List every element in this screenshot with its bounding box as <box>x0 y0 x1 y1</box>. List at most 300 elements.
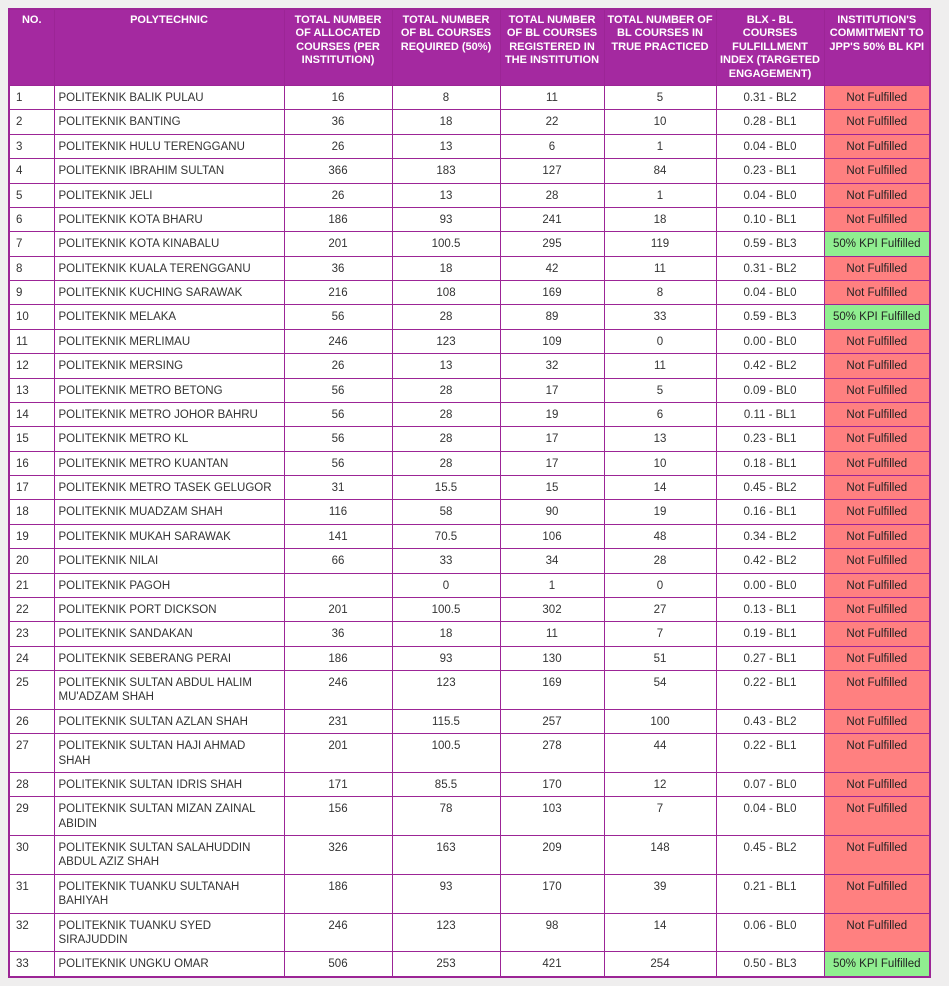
table-row <box>9 207 930 231</box>
cell-no: 31 <box>9 874 54 913</box>
table-row <box>9 549 930 573</box>
cell-blx: 0.04 - BL0 <box>716 281 824 305</box>
cell-practiced: 10 <box>604 110 716 134</box>
cell-required: 33 <box>392 549 500 573</box>
cell-required: 93 <box>392 646 500 670</box>
cell-polytechnic: POLITEKNIK TUANKU SULTANAH BAHIYAH <box>54 874 284 913</box>
cell-blx: 0.59 - BL3 <box>716 232 824 256</box>
cell-commitment-status: Not Fulfilled <box>824 573 930 597</box>
cell-registered: 278 <box>500 734 604 773</box>
cell-allocated: 186 <box>284 207 392 231</box>
cell-commitment-status: Not Fulfilled <box>824 500 930 524</box>
cell-no: 23 <box>9 622 54 646</box>
cell-registered: 28 <box>500 183 604 207</box>
cell-commitment-status: 50% KPI Fulfilled <box>824 232 930 256</box>
cell-registered: 6 <box>500 134 604 158</box>
cell-allocated: 36 <box>284 256 392 280</box>
col-header-bl-courses-required: TOTAL NUMBER OF BL COURSES REQUIRED (50%) <box>392 9 500 86</box>
cell-required: 85.5 <box>392 772 500 796</box>
cell-blx: 0.50 - BL3 <box>716 952 824 977</box>
cell-registered: 42 <box>500 256 604 280</box>
header-row <box>9 9 930 86</box>
cell-practiced: 7 <box>604 797 716 836</box>
cell-registered: 257 <box>500 709 604 733</box>
cell-practiced: 5 <box>604 86 716 110</box>
cell-commitment-status: Not Fulfilled <box>824 524 930 548</box>
cell-practiced: 1 <box>604 183 716 207</box>
cell-polytechnic: POLITEKNIK METRO KL <box>54 427 284 451</box>
cell-allocated: 506 <box>284 952 392 977</box>
cell-registered: 17 <box>500 427 604 451</box>
cell-commitment-status: Not Fulfilled <box>824 874 930 913</box>
cell-allocated: 216 <box>284 281 392 305</box>
cell-allocated: 16 <box>284 86 392 110</box>
cell-blx: 0.21 - BL1 <box>716 874 824 913</box>
cell-commitment-status: Not Fulfilled <box>824 476 930 500</box>
cell-registered: 103 <box>500 797 604 836</box>
cell-allocated: 36 <box>284 622 392 646</box>
cell-practiced: 44 <box>604 734 716 773</box>
table-row <box>9 913 930 952</box>
cell-practiced: 11 <box>604 354 716 378</box>
cell-blx: 0.42 - BL2 <box>716 354 824 378</box>
cell-required: 28 <box>392 378 500 402</box>
cell-no: 14 <box>9 402 54 426</box>
cell-required: 28 <box>392 427 500 451</box>
cell-polytechnic: POLITEKNIK BALIK PULAU <box>54 86 284 110</box>
cell-allocated: 186 <box>284 646 392 670</box>
cell-allocated: 366 <box>284 159 392 183</box>
cell-allocated: 56 <box>284 451 392 475</box>
cell-commitment-status: Not Fulfilled <box>824 451 930 475</box>
cell-commitment-status: 50% KPI Fulfilled <box>824 952 930 977</box>
table-row <box>9 86 930 110</box>
cell-practiced: 8 <box>604 281 716 305</box>
cell-commitment-status: 50% KPI Fulfilled <box>824 305 930 329</box>
cell-practiced: 6 <box>604 402 716 426</box>
table-row <box>9 256 930 280</box>
table-row <box>9 836 930 875</box>
cell-no: 2 <box>9 110 54 134</box>
cell-polytechnic: POLITEKNIK KUALA TERENGGANU <box>54 256 284 280</box>
cell-practiced: 254 <box>604 952 716 977</box>
cell-practiced: 5 <box>604 378 716 402</box>
cell-no: 10 <box>9 305 54 329</box>
cell-no: 19 <box>9 524 54 548</box>
cell-allocated: 246 <box>284 913 392 952</box>
cell-no: 26 <box>9 709 54 733</box>
cell-polytechnic: POLITEKNIK MUADZAM SHAH <box>54 500 284 524</box>
cell-required: 18 <box>392 622 500 646</box>
cell-polytechnic: POLITEKNIK SULTAN MIZAN ZAINAL ABIDIN <box>54 797 284 836</box>
cell-blx: 0.31 - BL2 <box>716 86 824 110</box>
cell-commitment-status: Not Fulfilled <box>824 671 930 710</box>
cell-practiced: 148 <box>604 836 716 875</box>
cell-required: 108 <box>392 281 500 305</box>
cell-practiced: 54 <box>604 671 716 710</box>
cell-no: 29 <box>9 797 54 836</box>
cell-required: 183 <box>392 159 500 183</box>
table-row <box>9 354 930 378</box>
cell-registered: 11 <box>500 86 604 110</box>
cell-required: 93 <box>392 207 500 231</box>
cell-blx: 0.22 - BL1 <box>716 734 824 773</box>
cell-allocated: 201 <box>284 734 392 773</box>
cell-no: 5 <box>9 183 54 207</box>
cell-no: 27 <box>9 734 54 773</box>
cell-polytechnic: POLITEKNIK METRO KUANTAN <box>54 451 284 475</box>
cell-no: 21 <box>9 573 54 597</box>
cell-allocated: 56 <box>284 305 392 329</box>
cell-practiced: 48 <box>604 524 716 548</box>
table-row <box>9 646 930 670</box>
cell-registered: 32 <box>500 354 604 378</box>
cell-allocated: 156 <box>284 797 392 836</box>
cell-registered: 89 <box>500 305 604 329</box>
table-row <box>9 402 930 426</box>
cell-practiced: 27 <box>604 597 716 621</box>
cell-blx: 0.04 - BL0 <box>716 134 824 158</box>
cell-blx: 0.22 - BL1 <box>716 671 824 710</box>
cell-polytechnic: POLITEKNIK SULTAN AZLAN SHAH <box>54 709 284 733</box>
cell-polytechnic: POLITEKNIK TUANKU SYED SIRAJUDDIN <box>54 913 284 952</box>
cell-practiced: 51 <box>604 646 716 670</box>
table-row <box>9 110 930 134</box>
table-row <box>9 500 930 524</box>
cell-blx: 0.45 - BL2 <box>716 836 824 875</box>
cell-allocated: 56 <box>284 402 392 426</box>
cell-polytechnic: POLITEKNIK NILAI <box>54 549 284 573</box>
cell-no: 1 <box>9 86 54 110</box>
cell-polytechnic: POLITEKNIK METRO TASEK GELUGOR <box>54 476 284 500</box>
cell-blx: 0.00 - BL0 <box>716 573 824 597</box>
cell-required: 123 <box>392 329 500 353</box>
cell-blx: 0.10 - BL1 <box>716 207 824 231</box>
table-row <box>9 597 930 621</box>
table-row <box>9 573 930 597</box>
cell-registered: 34 <box>500 549 604 573</box>
cell-polytechnic: POLITEKNIK PAGOH <box>54 573 284 597</box>
cell-practiced: 13 <box>604 427 716 451</box>
cell-required: 253 <box>392 952 500 977</box>
table-row <box>9 734 930 773</box>
cell-commitment-status: Not Fulfilled <box>824 734 930 773</box>
cell-allocated: 36 <box>284 110 392 134</box>
cell-practiced: 10 <box>604 451 716 475</box>
cell-required: 13 <box>392 134 500 158</box>
cell-required: 78 <box>392 797 500 836</box>
cell-required: 0 <box>392 573 500 597</box>
cell-registered: 421 <box>500 952 604 977</box>
cell-registered: 169 <box>500 281 604 305</box>
cell-practiced: 84 <box>604 159 716 183</box>
cell-no: 25 <box>9 671 54 710</box>
cell-blx: 0.04 - BL0 <box>716 183 824 207</box>
cell-required: 123 <box>392 671 500 710</box>
cell-required: 18 <box>392 256 500 280</box>
cell-allocated: 246 <box>284 329 392 353</box>
cell-blx: 0.00 - BL0 <box>716 329 824 353</box>
cell-no: 6 <box>9 207 54 231</box>
cell-practiced: 33 <box>604 305 716 329</box>
cell-allocated: 201 <box>284 597 392 621</box>
cell-registered: 295 <box>500 232 604 256</box>
cell-required: 100.5 <box>392 597 500 621</box>
cell-polytechnic: POLITEKNIK JELI <box>54 183 284 207</box>
cell-registered: 15 <box>500 476 604 500</box>
cell-registered: 22 <box>500 110 604 134</box>
cell-no: 12 <box>9 354 54 378</box>
cell-allocated: 141 <box>284 524 392 548</box>
cell-required: 58 <box>392 500 500 524</box>
table-row <box>9 524 930 548</box>
cell-commitment-status: Not Fulfilled <box>824 597 930 621</box>
cell-polytechnic: POLITEKNIK KOTA BHARU <box>54 207 284 231</box>
cell-commitment-status: Not Fulfilled <box>824 549 930 573</box>
cell-polytechnic: POLITEKNIK SANDAKAN <box>54 622 284 646</box>
cell-blx: 0.09 - BL0 <box>716 378 824 402</box>
table-row <box>9 159 930 183</box>
cell-registered: 302 <box>500 597 604 621</box>
cell-commitment-status: Not Fulfilled <box>824 159 930 183</box>
cell-blx: 0.23 - BL1 <box>716 159 824 183</box>
cell-polytechnic: POLITEKNIK SULTAN HAJI AHMAD SHAH <box>54 734 284 773</box>
table-row <box>9 281 930 305</box>
cell-polytechnic: POLITEKNIK KUCHING SARAWAK <box>54 281 284 305</box>
cell-registered: 17 <box>500 378 604 402</box>
cell-required: 115.5 <box>392 709 500 733</box>
cell-practiced: 0 <box>604 573 716 597</box>
cell-commitment-status: Not Fulfilled <box>824 646 930 670</box>
cell-no: 11 <box>9 329 54 353</box>
cell-blx: 0.42 - BL2 <box>716 549 824 573</box>
cell-polytechnic: POLITEKNIK SULTAN IDRIS SHAH <box>54 772 284 796</box>
cell-blx: 0.31 - BL2 <box>716 256 824 280</box>
cell-required: 100.5 <box>392 232 500 256</box>
cell-no: 13 <box>9 378 54 402</box>
col-header-polytechnic: POLYTECHNIC <box>54 9 284 86</box>
cell-blx: 0.45 - BL2 <box>716 476 824 500</box>
cell-commitment-status: Not Fulfilled <box>824 402 930 426</box>
col-header-blx-index: BLX - BL COURSES FULFILLMENT INDEX (TARGETED ENGAGEMENT) <box>716 9 824 86</box>
cell-allocated: 26 <box>284 183 392 207</box>
cell-required: 15.5 <box>392 476 500 500</box>
cell-blx: 0.16 - BL1 <box>716 500 824 524</box>
cell-commitment-status: Not Fulfilled <box>824 329 930 353</box>
cell-allocated: 56 <box>284 378 392 402</box>
cell-no: 22 <box>9 597 54 621</box>
cell-commitment-status: Not Fulfilled <box>824 86 930 110</box>
cell-allocated: 116 <box>284 500 392 524</box>
cell-practiced: 0 <box>604 329 716 353</box>
cell-polytechnic: POLITEKNIK METRO BETONG <box>54 378 284 402</box>
table-row <box>9 451 930 475</box>
cell-blx: 0.13 - BL1 <box>716 597 824 621</box>
cell-required: 13 <box>392 183 500 207</box>
cell-allocated: 66 <box>284 549 392 573</box>
cell-blx: 0.04 - BL0 <box>716 797 824 836</box>
cell-polytechnic: POLITEKNIK PORT DICKSON <box>54 597 284 621</box>
cell-no: 9 <box>9 281 54 305</box>
cell-required: 93 <box>392 874 500 913</box>
cell-no: 20 <box>9 549 54 573</box>
cell-blx: 0.19 - BL1 <box>716 622 824 646</box>
table-row <box>9 671 930 710</box>
cell-registered: 106 <box>500 524 604 548</box>
cell-commitment-status: Not Fulfilled <box>824 913 930 952</box>
cell-required: 28 <box>392 305 500 329</box>
cell-registered: 169 <box>500 671 604 710</box>
cell-allocated: 171 <box>284 772 392 796</box>
cell-required: 123 <box>392 913 500 952</box>
cell-practiced: 12 <box>604 772 716 796</box>
table-row <box>9 305 930 329</box>
cell-blx: 0.11 - BL1 <box>716 402 824 426</box>
table-row <box>9 476 930 500</box>
cell-commitment-status: Not Fulfilled <box>824 110 930 134</box>
cell-commitment-status: Not Fulfilled <box>824 836 930 875</box>
cell-registered: 109 <box>500 329 604 353</box>
col-header-bl-courses-registered: TOTAL NUMBER OF BL COURSES REGISTERED IN THE INSTITUTION <box>500 9 604 86</box>
cell-practiced: 28 <box>604 549 716 573</box>
cell-commitment-status: Not Fulfilled <box>824 378 930 402</box>
cell-no: 4 <box>9 159 54 183</box>
cell-blx: 0.27 - BL1 <box>716 646 824 670</box>
table-row <box>9 622 930 646</box>
cell-registered: 170 <box>500 874 604 913</box>
cell-required: 163 <box>392 836 500 875</box>
bl-kpi-table <box>8 8 931 978</box>
cell-commitment-status: Not Fulfilled <box>824 797 930 836</box>
cell-practiced: 39 <box>604 874 716 913</box>
table-row <box>9 874 930 913</box>
cell-practiced: 100 <box>604 709 716 733</box>
cell-registered: 90 <box>500 500 604 524</box>
cell-registered: 19 <box>500 402 604 426</box>
cell-commitment-status: Not Fulfilled <box>824 256 930 280</box>
cell-registered: 11 <box>500 622 604 646</box>
cell-commitment-status: Not Fulfilled <box>824 709 930 733</box>
cell-polytechnic: POLITEKNIK SULTAN SALAHUDDIN ABDUL AZIZ SHAH <box>54 836 284 875</box>
cell-commitment-status: Not Fulfilled <box>824 354 930 378</box>
table-header <box>9 9 930 86</box>
cell-blx: 0.28 - BL1 <box>716 110 824 134</box>
cell-no: 24 <box>9 646 54 670</box>
cell-polytechnic: POLITEKNIK METRO JOHOR BAHRU <box>54 402 284 426</box>
cell-polytechnic: POLITEKNIK MERSING <box>54 354 284 378</box>
cell-practiced: 18 <box>604 207 716 231</box>
cell-blx: 0.23 - BL1 <box>716 427 824 451</box>
cell-allocated: 26 <box>284 134 392 158</box>
cell-no: 33 <box>9 952 54 977</box>
cell-registered: 209 <box>500 836 604 875</box>
cell-required: 28 <box>392 402 500 426</box>
cell-polytechnic: POLITEKNIK UNGKU OMAR <box>54 952 284 977</box>
table-row <box>9 797 930 836</box>
cell-allocated: 56 <box>284 427 392 451</box>
cell-required: 100.5 <box>392 734 500 773</box>
cell-polytechnic: POLITEKNIK MUKAH SARAWAK <box>54 524 284 548</box>
col-header-no: NO. <box>9 9 54 86</box>
cell-registered: 241 <box>500 207 604 231</box>
cell-required: 8 <box>392 86 500 110</box>
cell-polytechnic: POLITEKNIK BANTING <box>54 110 284 134</box>
cell-polytechnic: POLITEKNIK HULU TERENGGANU <box>54 134 284 158</box>
cell-commitment-status: Not Fulfilled <box>824 207 930 231</box>
cell-practiced: 14 <box>604 913 716 952</box>
cell-required: 18 <box>392 110 500 134</box>
cell-practiced: 14 <box>604 476 716 500</box>
table-row <box>9 709 930 733</box>
cell-polytechnic: POLITEKNIK MELAKA <box>54 305 284 329</box>
cell-practiced: 7 <box>604 622 716 646</box>
cell-allocated: 26 <box>284 354 392 378</box>
col-header-bl-courses-practiced: TOTAL NUMBER OF BL COURSES IN TRUE PRACTICED <box>604 9 716 86</box>
cell-allocated: 201 <box>284 232 392 256</box>
cell-blx: 0.06 - BL0 <box>716 913 824 952</box>
cell-commitment-status: Not Fulfilled <box>824 134 930 158</box>
cell-no: 15 <box>9 427 54 451</box>
cell-allocated: 326 <box>284 836 392 875</box>
cell-registered: 130 <box>500 646 604 670</box>
cell-commitment-status: Not Fulfilled <box>824 772 930 796</box>
cell-no: 16 <box>9 451 54 475</box>
cell-required: 13 <box>392 354 500 378</box>
cell-no: 17 <box>9 476 54 500</box>
cell-practiced: 119 <box>604 232 716 256</box>
table-body <box>9 86 930 977</box>
cell-blx: 0.18 - BL1 <box>716 451 824 475</box>
cell-practiced: 19 <box>604 500 716 524</box>
cell-no: 8 <box>9 256 54 280</box>
cell-commitment-status: Not Fulfilled <box>824 622 930 646</box>
cell-practiced: 1 <box>604 134 716 158</box>
table-row <box>9 772 930 796</box>
cell-allocated: 31 <box>284 476 392 500</box>
cell-blx: 0.59 - BL3 <box>716 305 824 329</box>
cell-no: 7 <box>9 232 54 256</box>
cell-allocated <box>284 573 392 597</box>
cell-allocated: 246 <box>284 671 392 710</box>
cell-required: 70.5 <box>392 524 500 548</box>
cell-no: 3 <box>9 134 54 158</box>
table-row <box>9 134 930 158</box>
cell-no: 18 <box>9 500 54 524</box>
cell-registered: 98 <box>500 913 604 952</box>
table-row <box>9 183 930 207</box>
table-row <box>9 329 930 353</box>
cell-blx: 0.34 - BL2 <box>716 524 824 548</box>
table-row <box>9 232 930 256</box>
cell-polytechnic: POLITEKNIK KOTA KINABALU <box>54 232 284 256</box>
cell-registered: 170 <box>500 772 604 796</box>
cell-registered: 127 <box>500 159 604 183</box>
cell-no: 28 <box>9 772 54 796</box>
cell-registered: 17 <box>500 451 604 475</box>
cell-allocated: 186 <box>284 874 392 913</box>
cell-practiced: 11 <box>604 256 716 280</box>
cell-required: 28 <box>392 451 500 475</box>
cell-blx: 0.43 - BL2 <box>716 709 824 733</box>
cell-registered: 1 <box>500 573 604 597</box>
col-header-allocated-courses: TOTAL NUMBER OF ALLOCATED COURSES (PER INSTITUTION) <box>284 9 392 86</box>
cell-allocated: 231 <box>284 709 392 733</box>
cell-commitment-status: Not Fulfilled <box>824 183 930 207</box>
cell-polytechnic: POLITEKNIK SEBERANG PERAI <box>54 646 284 670</box>
table-row <box>9 378 930 402</box>
cell-no: 32 <box>9 913 54 952</box>
cell-polytechnic: POLITEKNIK IBRAHIM SULTAN <box>54 159 284 183</box>
